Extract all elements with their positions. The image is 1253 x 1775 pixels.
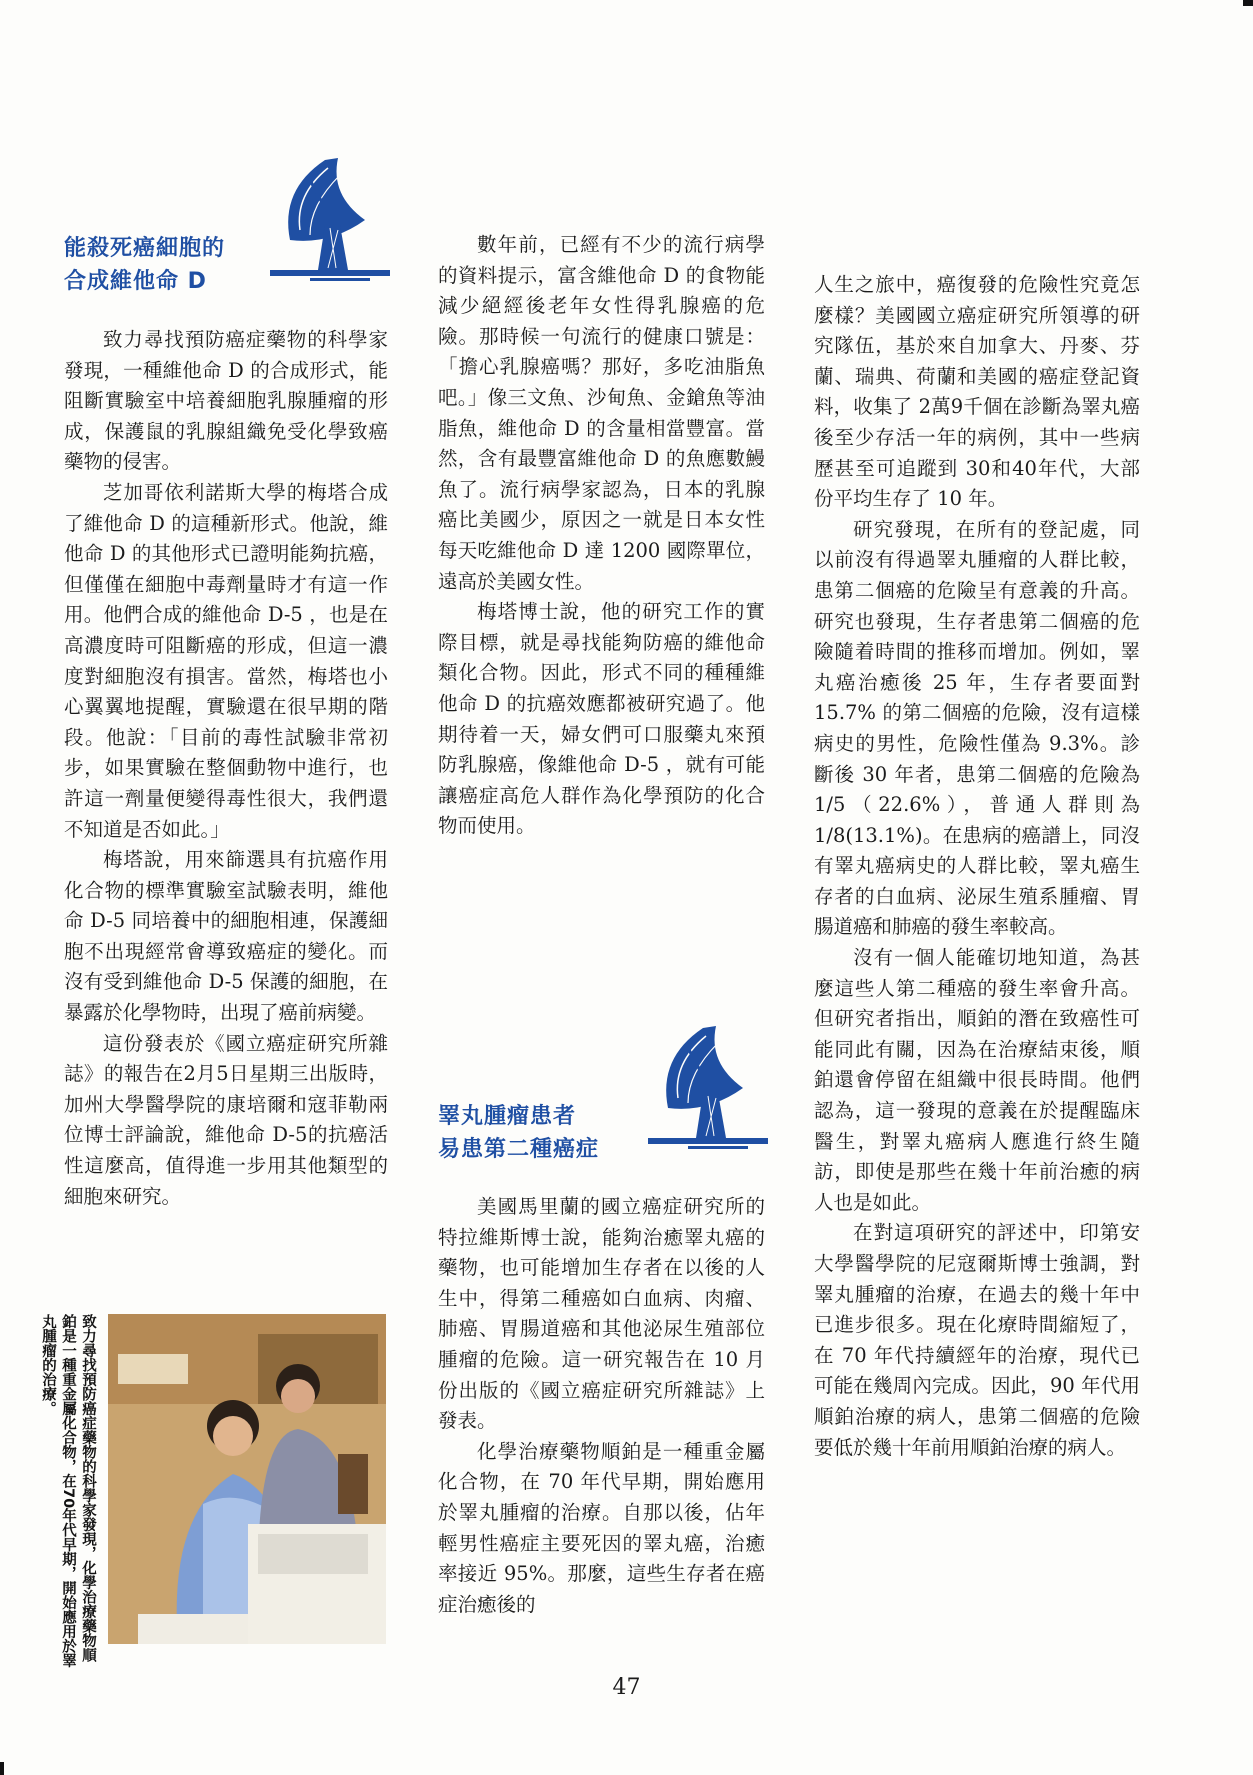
- paragraph: 美國馬里蘭的國立癌症研究所的特拉維斯博士說，能夠治癒睪丸癌的藥物，也可能增加生存者在以後的人生中，得第二種癌如白血病、肉瘤、肺癌、胃腸道癌和其他泌尿生殖部位腫瘤的危險。這一研究報告在 10 月份出版的《國立癌症研究所雜誌》上發表。: [438, 1195, 765, 1433]
- paragraph: 在對這項研究的評述中，印第安大學醫學院的尼寇爾斯博士強調，對睪丸腫瘤的治療，在過去的幾十年中已進步很多。現在化療時間縮短了，在 70 年代持續經年的治療，現代已可能在幾周內完成。因此，90 年代用順鉑治療的病人，患第二個癌的危險要低於幾十年前用順鉑治療的病人。: [814, 1221, 1140, 1459]
- heading-line: 能殺死癌細胞的: [64, 236, 226, 261]
- paragraph: 化學治療藥物順鉑是一種重金屬化合物，在 70 年代早期，開始應用於睪丸腫瘤的治療。自那以後，佔年輕男性癌症主要死因的睪丸癌，治癒率接近 95%。那麼，這些生存者在癌症治癒後的: [438, 1439, 765, 1616]
- photo-caption: 致力尋找預防癌症藥物的科學家發現，化學治療藥物順鉑是一種重金屬化合物，在70年代早期，開始應用於睪丸腫瘤的治療。: [40, 1314, 96, 1668]
- text-run: （22.6%），普通人群則為: [845, 793, 1140, 817]
- paragraph: 人生之旅中，癌復發的危險性究竟怎麼樣？美國國立癌症研究所領導的研究隊伍，基於來自加拿大、丹麥、芬蘭、瑞典、荷蘭和美國的癌症登記資料，收集了 2萬9千個在診斷為睪丸癌後至少存活一年的病例，其中一些病歷甚至可追蹤到 30和40年代，大部份平均生存了 10 年。: [814, 273, 1140, 511]
- column-1: [64, 325, 388, 1212]
- paragraph: 梅塔說，用來篩選具有抗癌作用化合物的標準實驗室試驗表明，維他命 D-5 同培養中的細胞相連，保護細胞不出現經常會導致癌症的變化。而沒有受到維他命 D-5 保護的細胞，在暴露於化學物時，出現了癌前病變。: [64, 848, 388, 1025]
- column-2-top: [438, 230, 765, 842]
- heading-line: 睪丸腫瘤患者: [438, 1104, 577, 1129]
- paragraph: 沒有一個人能確切地知道，為甚麼這些人第二種癌的發生率會升高。但研究者指出，順鉑的潛在致癌性可能同此有關，因為在治療結束後，順鉑還會停留在組織中很長時間。他們認為，這一發現的意義在於提醒臨床醫生，對睪丸癌病人應進行終生隨訪，即使是那些在幾十年前治癒的病人也是如此。: [814, 946, 1140, 1214]
- column-2-bottom: [438, 1192, 765, 1620]
- heading-line: 易患第二種癌症: [438, 1137, 600, 1162]
- crop-mark-top-right: [1243, 0, 1253, 6]
- satellite-dish-icon: [270, 150, 390, 290]
- paragraph: 梅塔博士說，他的研究工作的實際目標，就是尋找能夠防癌的維他命類化合物。因此，形式不同的種種維他命 D 的抗癌效應都被研究過了。他期待着一天，婦女們可口服藥丸來預防乳腺癌，像維他命 D-5 ，就有可能讓癌症高危人群作為化學預防的化合物而使用。: [438, 600, 765, 838]
- column-3: [814, 270, 1140, 1463]
- section-heading-vitamin-d: [64, 232, 225, 298]
- fraction: 1/5: [814, 793, 846, 817]
- crop-mark-bottom-left: [0, 1762, 4, 1775]
- lab-photo-illustration: [108, 1314, 386, 1644]
- satellite-dish-icon: [648, 1018, 768, 1158]
- paragraph: 數年前，已經有不少的流行病學的資料提示，富含維他命 D 的食物能減少絕經後老年女性得乳腺癌的危險。那時候一句流行的健康口號是：「擔心乳腺癌嗎？那好，多吃油脂魚吧。」像三文魚、沙甸魚、金鎗魚等油脂魚，維他命 D 的含量相當豐富。當然，含有最豐富維他命 D 的魚應數鰻魚了。流行病學家認為，日本的乳腺癌比美國少，原因之一就是日本女性每天吃維他命 D 達 1200 國際單位，遠高於美國女性。: [438, 233, 765, 593]
- text-run: 研究發現，在所有的登記處，同以前沒有得過睪丸腫瘤的人群比較，患第二個癌的危險呈有意義的升高。研究也發現，生存者患第二個癌的危險隨着時間的推移而增加。例如，睪丸癌治癒後 25 年，生存者要面對 15.7% 的第二個癌的危險，沒有這樣病史的男性，危險性僅為 9.3%。診斷後 30 年者，患第二個癌的危險為: [814, 517, 1140, 786]
- lab-photo: [108, 1314, 386, 1644]
- paragraph: 致力尋找預防癌症藥物的科學家發現，一種維他命 D 的合成形式，能阻斷實驗室中培養細胞乳腺腫瘤的形成，保護鼠的乳腺組織免受化學致癌藥物的侵害。: [64, 328, 388, 474]
- text-run: (13.1%)。在患病的癌譜上，同沒有睪丸癌病史的人群比較，睪丸癌生存者的白血病、泌尿生殖系腫瘤、胃腸道癌和肺癌的發生率較高。: [814, 823, 1140, 939]
- heading-line: 合成維他命 D: [64, 269, 207, 294]
- paragraph: [814, 515, 1140, 943]
- paragraph: 芝加哥依利諾斯大學的梅塔合成了維他命 D 的這種新形式。他說，維他命 D 的其他形式已證明能夠抗癌，但僅僅在細胞中毒劑量時才有這一作用。他們合成的維他命 D-5 ，也是在高濃度時可阻斷癌的形成，但這一濃度對細胞沒有損害。當然，梅塔也小心翼翼地提醒，實驗還在很早期的階段。他說：「目前的毒性試驗非常初步，如果實驗在整個動物中進行，也許這一劑量便變得毒性很大，我們還不知道是否如此。」: [64, 480, 388, 841]
- paragraph: 這份發表於《國立癌症研究所雜誌》的報告在2月5日星期三出版時，加州大學醫學院的康培爾和寇菲勒兩位博士評論說，維他命 D-5的抗癌活性這麼高，值得進一步用其他類型的細胞來研究。: [64, 1031, 388, 1208]
- page-number: 47: [612, 1675, 641, 1700]
- fraction: 1/8: [814, 823, 846, 847]
- section-heading-testicular-tumor: [438, 1100, 599, 1166]
